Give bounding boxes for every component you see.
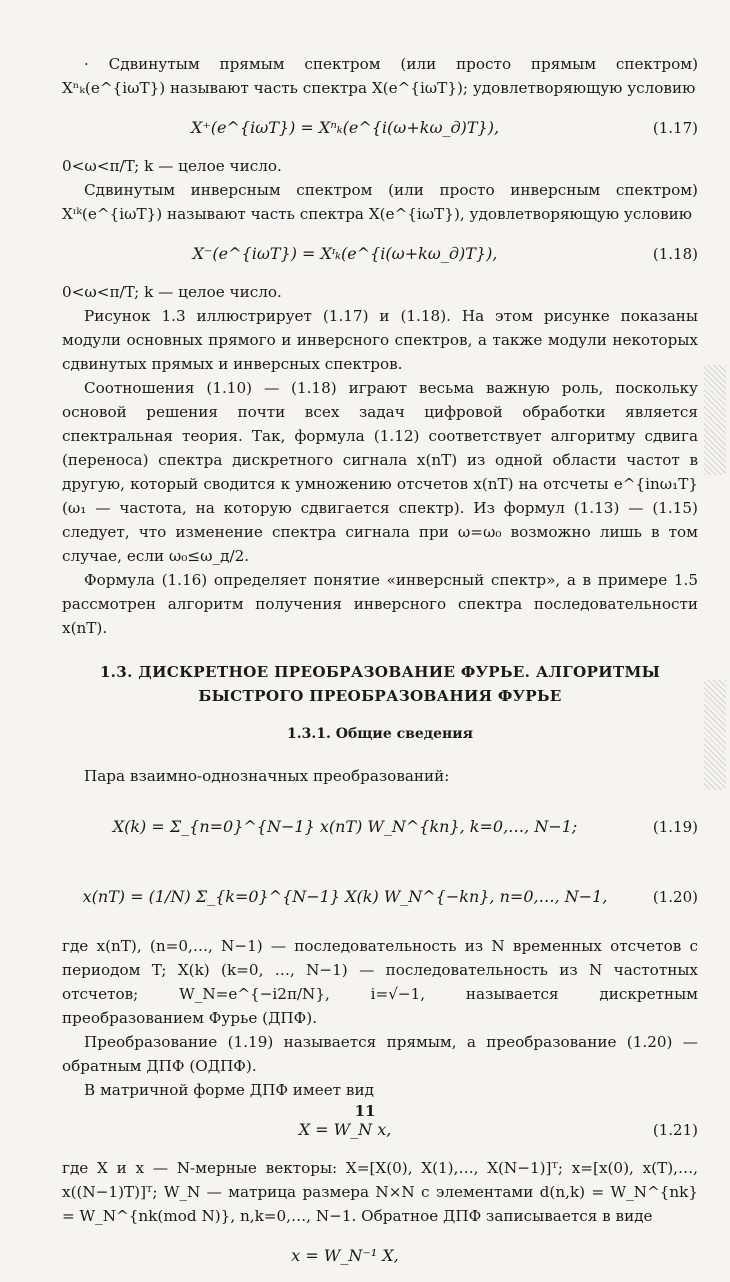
formula-expression: X⁺(e^{iωT}) = Xⁿₖ(e^{i(ω+kω_д)T}),: [190, 118, 500, 137]
paragraph: Соотношения (1.10) — (1.18) играют весьма важную роль, поскольку основой решения почти всех задач цифровой обработки является спектральная теория. Так, формула (1.12) соответствует алгоритму сдвига (переноса) спектра дискретного сигнала x(nT) из одной области частот в другую, который сводится к умножению отсчетов x(nT) на отсчеты e^{inω₁T} (ω₁ — частота, на которую сдвигается спектр). Из формул (1.13) — (1.15) следует, что изменение спектра сигнала при ω=ω₀ возможно лишь в том случае, если ω₀≤ω_д/2.: [62, 379, 698, 565]
formula-expression: X⁻(e^{iωT}) = Xᶦₖ(e^{i(ω+kω_д)T}),: [192, 244, 498, 263]
paragraph: Формула (1.16) определяет понятие «инверсный спектр», а в примере 1.5 рассмотрен алгоритм получения инверсного спектра последовательности x(nT).: [62, 571, 698, 637]
formula-expression: x(nT) = (1/N) Σ_{k=0}^{N−1} X(k) W_N^{−kn}, n=0,…, N−1,: [82, 887, 608, 906]
equation-number: (1.21): [652, 1121, 698, 1139]
formula-1-18: [62, 234, 698, 274]
paragraph: Сдвинутым инверсным спектром (или просто инверсным спектром) Xᶦᵏ(e^{iωT}) называют часть спектра X(e^{iωT}), удовлетворяющую условию: [62, 181, 698, 223]
formula-1-20: [62, 866, 698, 928]
equation-number: (1.19): [652, 818, 698, 836]
formula-1-22: [62, 1236, 698, 1276]
paragraph: В матричной форме ДПФ имеет вид: [84, 1081, 374, 1099]
formula-1-19: [62, 796, 698, 858]
section-heading: 1.3. ДИСКРЕТНОЕ ПРЕОБРАЗОВАНИЕ ФУРЬЕ. АЛГОРИТМЫ БЫСТРОГО ПРЕОБРАЗОВАНИЯ ФУРЬЕ: [99, 663, 661, 705]
page-number: 11: [354, 1102, 376, 1120]
subsection-heading: 1.3.1. Общие сведения: [287, 726, 473, 742]
paragraph: · Сдвинутым прямым спектром (или просто прямым спектром) Xⁿₖ(e^{iωT}) называют часть спектра X(e^{iωT}); удовлетворяющую условию: [62, 55, 698, 97]
paragraph: Преобразование (1.19) называется прямым, а преобразование (1.20) — обратным ДПФ (ОДПФ).: [62, 1033, 698, 1075]
formula-expression: x = W_N⁻¹ X,: [291, 1246, 399, 1265]
paragraph: Рисунок 1.3 иллюстрирует (1.17) и (1.18). На этом рисунке показаны модули основных прямого и инверсного спектров, а также модули некоторых сдвинутых прямых и инверсных спектров.: [62, 307, 698, 373]
formula-expression: X = W_N x,: [298, 1120, 392, 1139]
formula-expression: X(k) = Σ_{n=0}^{N−1} x(nT) W_N^{kn}, k=0,…, N−1;: [112, 817, 578, 836]
paragraph: где x(nT), (n=0,…, N−1) — последовательность из N временных отсчетов с периодом T; X(k) (k=0, …, N−1) — последовательность из N частотных отсчетов; W_N=e^{−i2π/N}, i=√−1, называется дискретным преобразованием Фурье (ДПФ).: [62, 937, 698, 1027]
paragraph: Пара взаимно-однозначных преобразований:: [84, 767, 450, 785]
page-body: [62, 52, 698, 1282]
equation-number: (1.17): [652, 119, 698, 137]
paragraph: где X и x — N-мерные векторы: X=[X(0), X(1),…, X(N−1)]ᵀ; x=[x(0), x(T),…, x((N−1)T)]ᵀ; W_N — матрица размера N×N с элементами d(n,k) = W_N^{nk} = W_N^{nk(mod N)}, n,k=0,…, N−1. Обратное ДПФ записывается в виде: [62, 1159, 698, 1225]
scan-noise: [704, 365, 726, 475]
paragraph: 0<ω<π/T; k — целое число.: [62, 283, 282, 301]
equation-number: (1.20): [652, 888, 698, 906]
formula-1-17: [62, 108, 698, 148]
equation-number: (1.18): [652, 245, 698, 263]
paragraph: 0<ω<π/T; k — целое число.: [62, 157, 282, 175]
scan-noise: [704, 680, 726, 790]
